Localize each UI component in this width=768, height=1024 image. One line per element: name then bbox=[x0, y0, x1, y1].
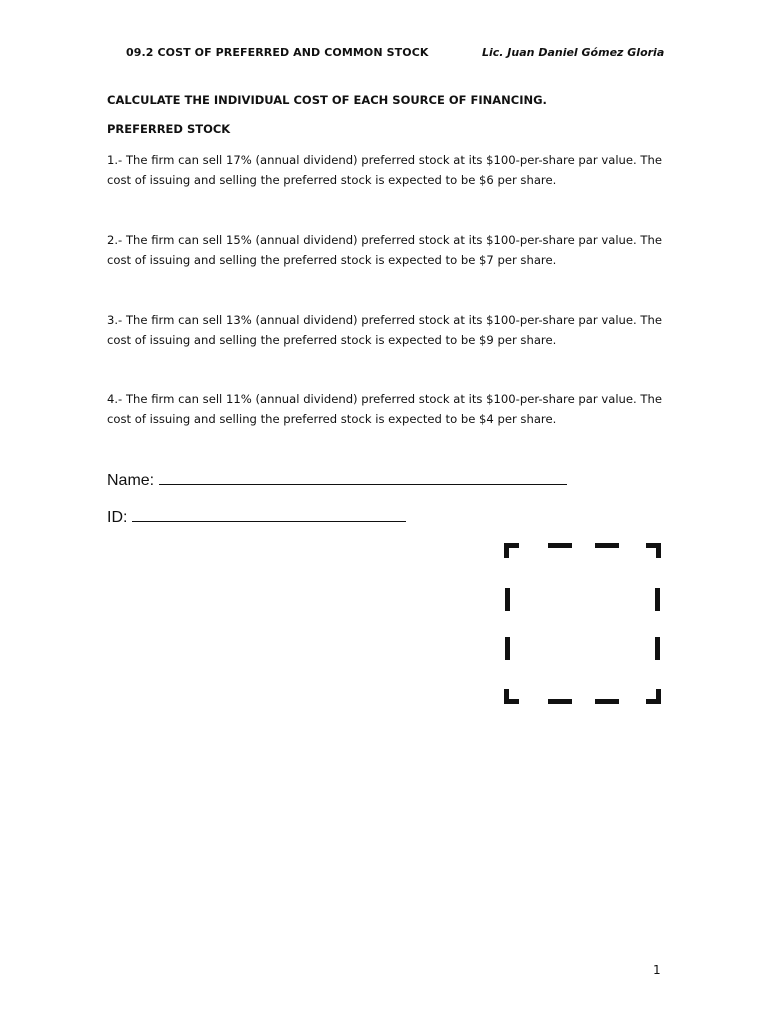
problem-4: 4.- The firm can sell 11% (annual dividend) preferred stock at its $100-per-share par value. The cost of issuing and selling the preferred stock is expected to be $4 per share. bbox=[107, 392, 662, 426]
problem-3: 3.- The firm can sell 13% (annual dividend) preferred stock at its $100-per-share par value. The cost of issuing and selling the preferred stock is expected to be $9 per share. bbox=[107, 313, 662, 347]
problem-2: 2.- The firm can sell 15% (annual dividend) preferred stock at its $100-per-share par value. The cost of issuing and selling the preferred stock is expected to be $7 per share. bbox=[107, 233, 662, 267]
name-blank-line[interactable] bbox=[159, 470, 567, 485]
id-blank-line[interactable] bbox=[132, 507, 406, 522]
dash-top-1 bbox=[548, 543, 572, 548]
problem-1: 1.- The firm can sell 17% (annual dividend) preferred stock at its $100-per-share par value. The cost of issuing and selling the preferred stock is expected to be $6 per share. bbox=[107, 153, 662, 187]
document-author: Lic. Juan Daniel Gómez Gloria bbox=[482, 46, 665, 59]
page-number: 1 bbox=[653, 963, 661, 977]
name-label: Name: bbox=[107, 472, 155, 489]
dash-left-1 bbox=[505, 588, 510, 611]
photo-placeholder-box bbox=[504, 543, 662, 704]
dash-top-2 bbox=[595, 543, 619, 548]
name-field-row bbox=[107, 470, 567, 490]
instruction-heading: CALCULATE THE INDIVIDUAL COST OF EACH SOURCE OF FINANCING. bbox=[107, 93, 547, 107]
dash-right-1 bbox=[655, 588, 660, 611]
id-field-row bbox=[107, 507, 406, 527]
dash-bottom-1 bbox=[548, 699, 572, 704]
document-course-title: 09.2 COST OF PREFERRED AND COMMON STOCK bbox=[126, 46, 429, 59]
id-label: ID: bbox=[107, 509, 128, 526]
dash-bottom-2 bbox=[595, 699, 619, 704]
dash-left-2 bbox=[505, 637, 510, 660]
section-title-preferred-stock: PREFERRED STOCK bbox=[107, 122, 231, 136]
dash-right-2 bbox=[655, 637, 660, 660]
